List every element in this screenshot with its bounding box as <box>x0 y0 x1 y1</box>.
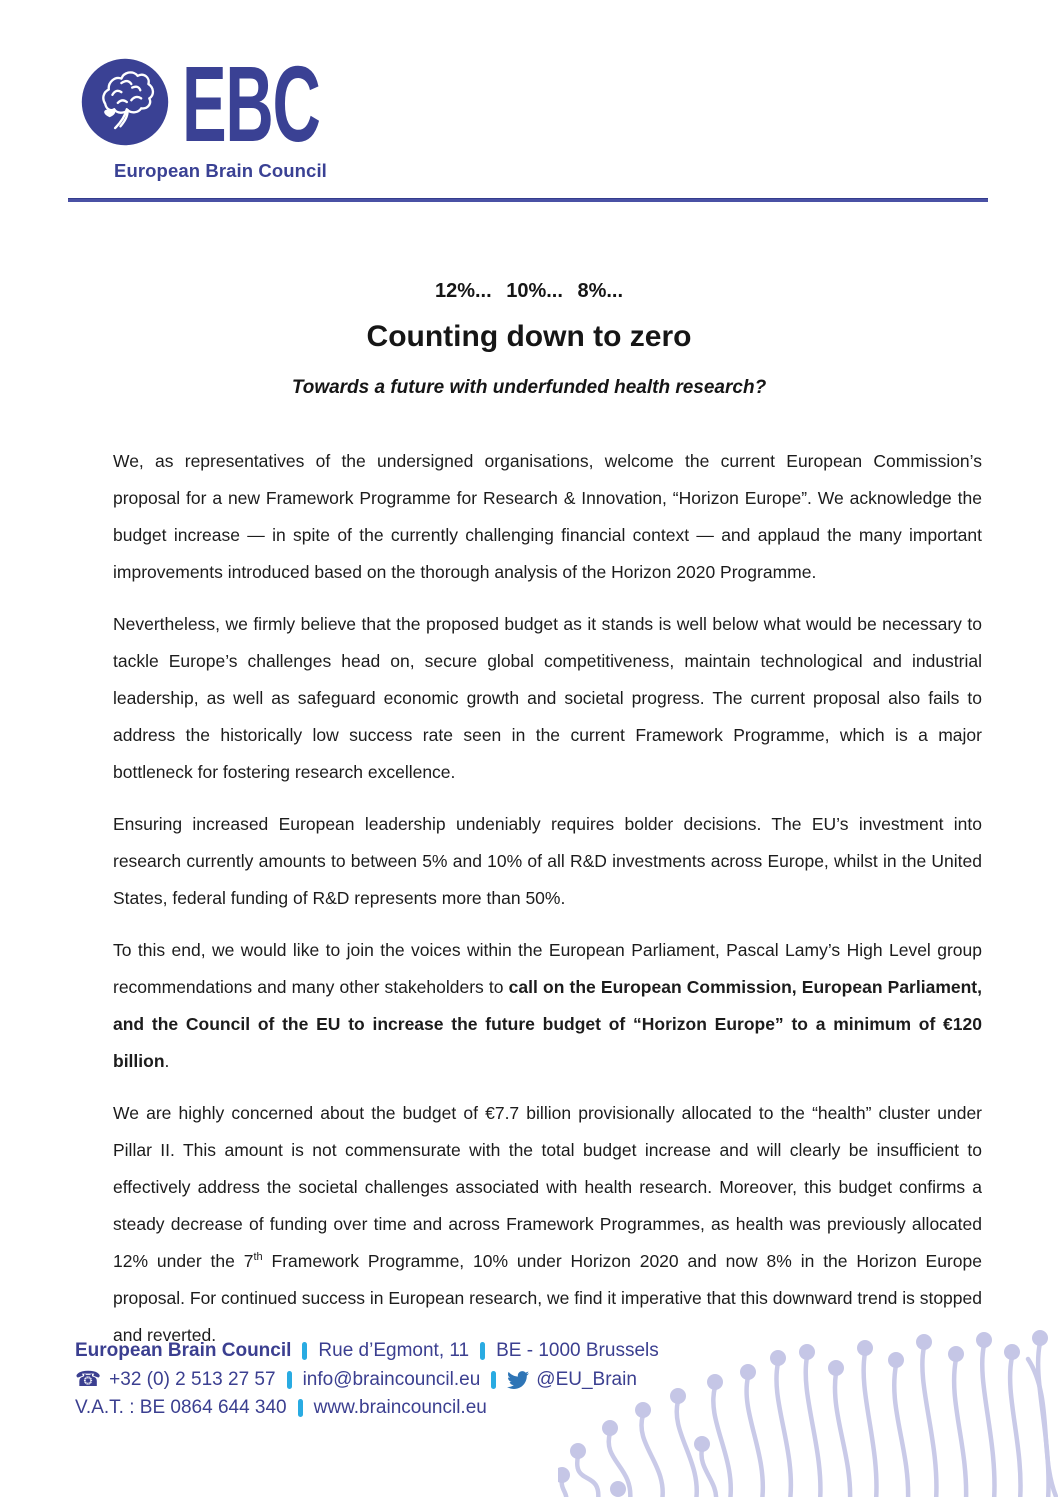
page-title: Counting down to zero <box>366 320 692 353</box>
paragraph-text: To this end, we would like to join the voices within the European Parliament, Pascal Lamy’s High Level group recommendations and many other stakeholders to <box>113 940 982 997</box>
footer-website-link[interactable]: www.braincouncil.eu <box>313 1397 487 1419</box>
footer-street-address: Rue d’Egmont, 11 <box>318 1340 470 1362</box>
paragraph-text: Nevertheless, we firmly believe that the proposed budget as it stands is well below what would be necessary to tackle Europe’s challenges head on, secure global competitiveness, maintain technological and industrial leadership, as well as safeguard economic growth and societal progress. The current proposal also fails to address the historically low success rate seen in the current Framework Programme, which is a major bottleneck for fostering research excellence. <box>113 614 982 782</box>
paragraph-bold-call-to-action: call on the European Commission, European Parliament, and the Council of the EU to increase the future budget of “Horizon Europe” to a minimum of €120 billion <box>113 977 982 1071</box>
letter-body <box>113 443 982 1369</box>
ordinal-superscript: th <box>253 1251 263 1264</box>
paragraph-text: Ensuring increased European leadership undeniably requires bolder decisions. The EU’s investment into research currently amounts to between 5% and 10% of all R&D investments across Europe, whilst in the United States, federal funding of R&D represents more than 50%. <box>113 814 982 908</box>
separator-bar <box>287 1371 292 1389</box>
footer-org-name: European Brain Council <box>75 1340 292 1362</box>
footer-city: BE - 1000 Brussels <box>496 1340 659 1362</box>
paragraph-4 <box>113 932 982 1080</box>
footer-vat-number: V.A.T. : BE 0864 644 340 <box>75 1397 287 1419</box>
separator-bar <box>491 1371 496 1389</box>
paragraph-text: Framework Programme, 10% under Horizon 2020 and now 8% in the Horizon Europe proposal. For continued success in European research, we find it imperative that this downward trend is stopped and reverted. <box>113 1251 982 1345</box>
paragraph-text: We, as representatives of the undersigned organisations, welcome the current European Commission’s proposal for a new Framework Programme for Research & Innovation, “Horizon Europe”. We acknowledge the budget increase — in spite of the currently challenging financial context — and applaud the many important improvements introduced based on the thorough analysis of the Horizon 2020 Programme. <box>113 451 982 582</box>
logo-caption: European Brain Council <box>114 160 327 181</box>
page-subtitle: Towards a future with underfunded health research? <box>291 377 767 398</box>
paragraph-1 <box>113 443 982 591</box>
footer-twitter-handle-link[interactable]: @EU_Brain <box>536 1368 637 1390</box>
paragraph-5 <box>113 1095 982 1354</box>
separator-bar <box>298 1399 303 1417</box>
phone-icon: ☎ <box>75 1368 102 1392</box>
logo-acronym: EBC <box>182 43 320 164</box>
dendrites-decoration <box>558 1329 1058 1497</box>
header-divider <box>68 198 988 202</box>
paragraph-3 <box>113 806 982 917</box>
paragraph-text: We are highly concerned about the budget of €7.7 billion provisionally allocated to the “health” cluster under Pillar II. This amount is not commensurate with the total budget increase and will clearly be insufficient to effectively address the societal challenges associated with health research. Moreover, this budget confirms a steady decrease of funding over time and across Framework Programmes, as health was previously allocated 12% under the 7 <box>113 1103 982 1271</box>
paragraph-text: . <box>164 1051 170 1071</box>
ebc-brain-logo-icon <box>80 57 170 147</box>
paragraph-2 <box>113 606 982 791</box>
footer-email-link[interactable]: info@braincouncil.eu <box>302 1368 481 1390</box>
kicker-percentages: 12%... 10%... 8%... <box>434 280 624 302</box>
twitter-bird-icon <box>507 1369 529 1391</box>
separator-bar <box>480 1342 485 1360</box>
footer-phone-number: +32 (0) 2 513 27 57 <box>109 1368 276 1390</box>
separator-bar <box>302 1342 307 1360</box>
